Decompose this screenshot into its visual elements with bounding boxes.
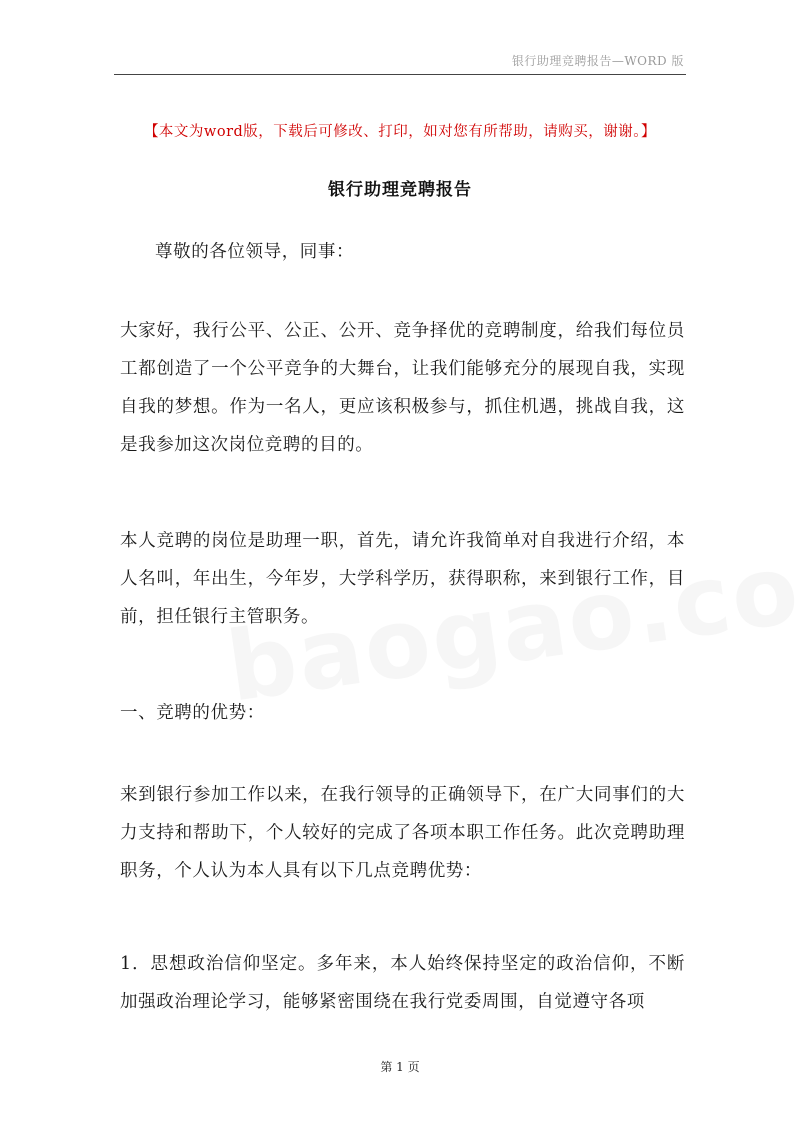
document-title: 银行助理竞聘报告 — [328, 180, 472, 200]
page-number: 第 1 页 — [380, 1060, 420, 1074]
body-paragraph-work: 来到银行参加工作以来，在我行领导的正确领导下，在广大同事们的大力支持和帮助下，个人较好的完成了各项本职工作任务。此次竞聘助理职务，个人认为本人具有以下几点竞聘优势： — [120, 785, 685, 881]
body-paragraph-point-1: 1．思想政治信仰坚定。多年来，本人始终保持坚定的政治信仰，不断加强政治理论学习，能够紧密围绕在我行党委周围，自觉遵守各项 — [120, 954, 685, 1012]
salutation-paragraph: 尊敬的各位领导，同事： — [155, 242, 355, 262]
body-paragraph-intro: 大家好，我行公平、公正、公开、竞争择优的竞聘制度，给我们每位员工都创造了一个公平竞争的大舞台，让我们能够充分的展现自我，实现自我的梦想。作为一名人，更应该积极参与，抓住机遇，挑战自我，这是我参加这次岗位竞聘的目的。 — [120, 321, 685, 455]
body-paragraph-self-intro: 本人竞聘的岗位是助理一职，首先，请允许我简单对自我进行介绍，本人名叫，年出生，今年岁，大学科学历，获得职称，来到银行工作，目前，担任银行主管职务。 — [120, 531, 685, 627]
section-heading-advantages: 一、竞聘的优势： — [120, 703, 265, 723]
header-divider — [114, 74, 686, 75]
header-doc-label: 银行助理竞聘报告—WORD 版 — [511, 54, 684, 68]
purchase-notice: 【本文为word版，下载后可修改、打印，如对您有所帮助，请购买，谢谢。】 — [143, 124, 657, 140]
